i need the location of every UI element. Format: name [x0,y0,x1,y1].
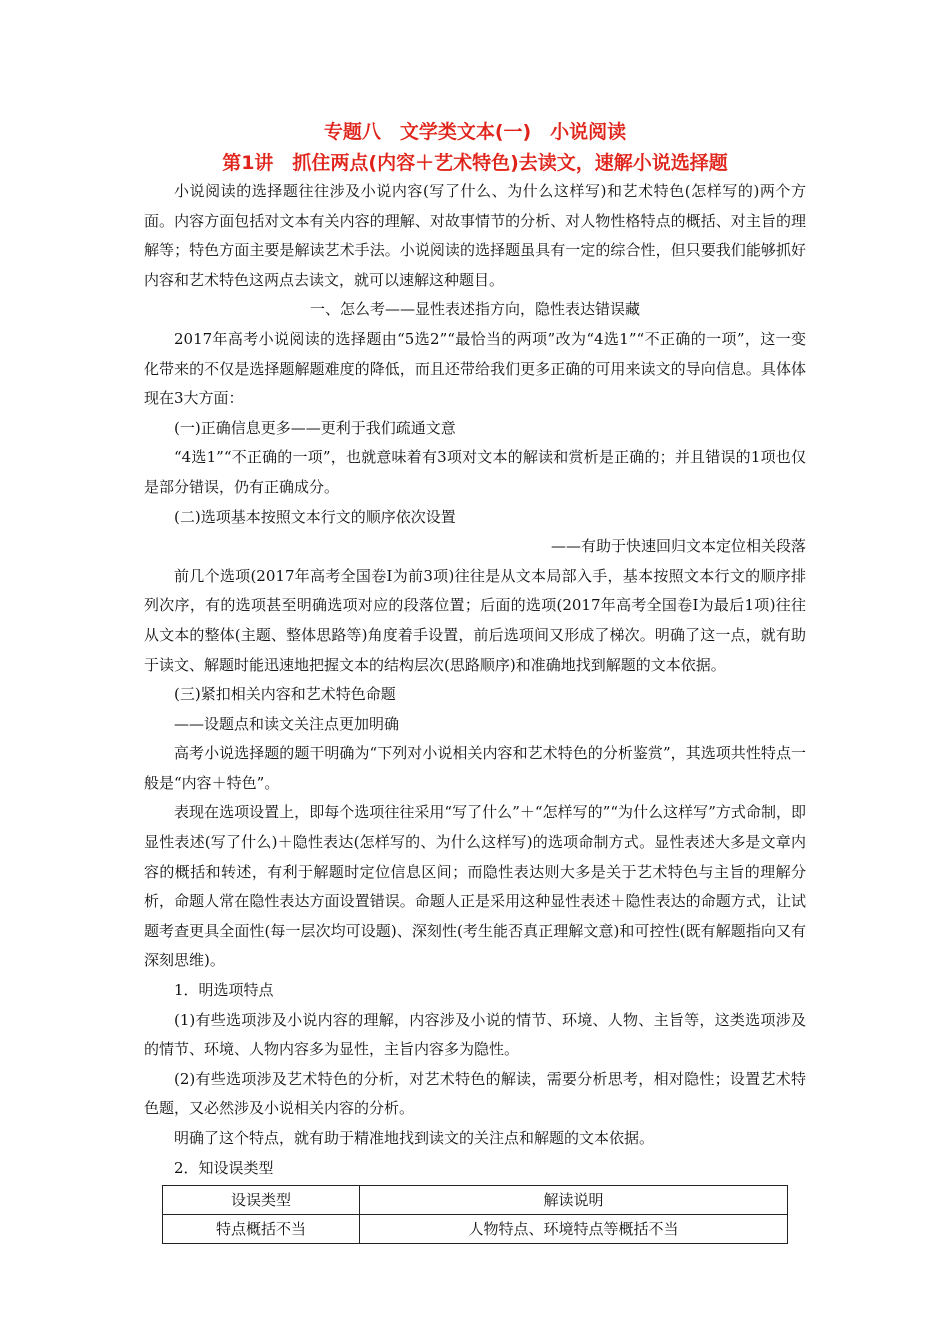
point-1-item-b: (2)有些选项涉及艺术特色的分析，对艺术特色的解读，需要分析思考，相对隐性；设置艺术特色题，又必然涉及小说相关内容的分析。 [144,1069,806,1118]
subsection-heading-3: (三)紧扣相关内容和艺术特色命题 [174,685,396,704]
subsection-text-2: 前几个选项(2017年高考全国卷Ⅰ为前3项)往往是从文本局部入手，基本按照文本行文的顺序排列次序，有的选项甚至明确选项对应的段落位置；后面的选项(2017年高考全国卷Ⅰ为最后1项)往往从文本的整体(主题、整体思路等)角度着手设置，前后选项间又形成了梯次。明确了这一点，就有助于读文、解题时能迅速地把握文本的结构层次(思路顺序)和准确地找到解题的文本依据。 [144,566,806,674]
lesson-subtitle: 第1讲 抓住两点(内容＋艺术特色)去读文，速解小说选择题 [222,152,728,174]
point-1-item-a: (1)有些选项涉及小说内容的理解，内容涉及小说的情节、环境、人物、主旨等，这类选项涉及的情节、环境、人物内容多为显性，主旨内容多为隐性。 [144,1010,806,1059]
document-page [144,118,806,1244]
subsection-text-3a: 高考小说选择题的题干明确为“下列对小说相关内容和艺术特色的分析鉴赏”，其选项共性特点一般是“内容＋特色”。 [144,744,806,792]
document-title: 专题八 文学类文本(一) 小说阅读 [323,121,627,143]
subsection-note-2: ——有助于快速回归文本定位相关段落 [550,537,806,556]
subsection-text-1: “4选1”“不正确的一项”，也就意味着有3项对文本的解读和赏析是正确的；并且错误的1项也仅是部分错误，仍有正确成分。 [144,448,806,496]
intro-paragraph: 小说阅读的选择题往往涉及小说内容(写了什么、为什么这样写)和艺术特色(怎样写的)两个方面。内容方面包括对文本有关内容的理解、对故事情节的分析、对人物性格特点的概括、对主旨的理解等；特色方面主要是解读艺术手法。小说阅读的选择题虽具有一定的综合性，但只要我们能够抓好内容和艺术特色这两点去读文，就可以速解这种题目。 [144,182,806,289]
paragraph-2017: 2017年高考小说阅读的选择题由“5选2”“最恰当的两项”改为“4选1”“不正确的一项”，这一变化带来的不仅是选择题解题难度的降低，而且还带给我们更多正确的可用来读文的导向信息。具体体现在3大方面： [144,329,806,408]
section-heading: 一、怎么考——显性表述指方向，隐性表达错误藏 [309,300,640,319]
table-header-cell: 解读说明 [360,1186,788,1215]
subsection-heading-2: (二)选项基本按照文本行文的顺序依次设置 [174,507,456,526]
point-1-conclusion: 明确了这个特点，就有助于精准地找到读文的关注点和解题的文本依据。 [174,1129,655,1147]
point-heading-1: 1．明选项特点 [174,981,274,1000]
table-cell: 人物特点、环境特点等概括不当 [360,1215,788,1244]
table-cell: 特点概括不当 [163,1215,360,1244]
table-header-cell: 设误类型 [163,1186,360,1215]
subsection-heading-1: (一)正确信息更多——更利于我们疏通文意 [174,418,456,437]
subsection-text-3b: 表现在选项设置上，即每个选项往往采用“写了什么”＋“怎样写的”“为什么这样写”方式命制，即显性表述(写了什么)＋隐性表达(怎样写的、为什么这样写)的选项命制方式。显性表述大多是文章内容的概括和转述，有利于解题时定位信息区间；而隐性表达则大多是关于艺术特色与主旨的理解分析，命题人常在隐性表达方面设置错误。命题人正是采用这种显性表述＋隐性表达的命题方式，让试题考查更具全面性(每一层次均可设题)、深刻性(考生能否真正理解文意)和可控性(既有解题指向又有深刻思维)。 [144,803,806,970]
table-row [163,1215,788,1244]
table-header-row [163,1186,788,1215]
subsection-note-3: ——设题点和读文关注点更加明确 [174,714,400,733]
error-type-table [162,1185,788,1244]
point-heading-2: 2．知设误类型 [174,1158,274,1177]
